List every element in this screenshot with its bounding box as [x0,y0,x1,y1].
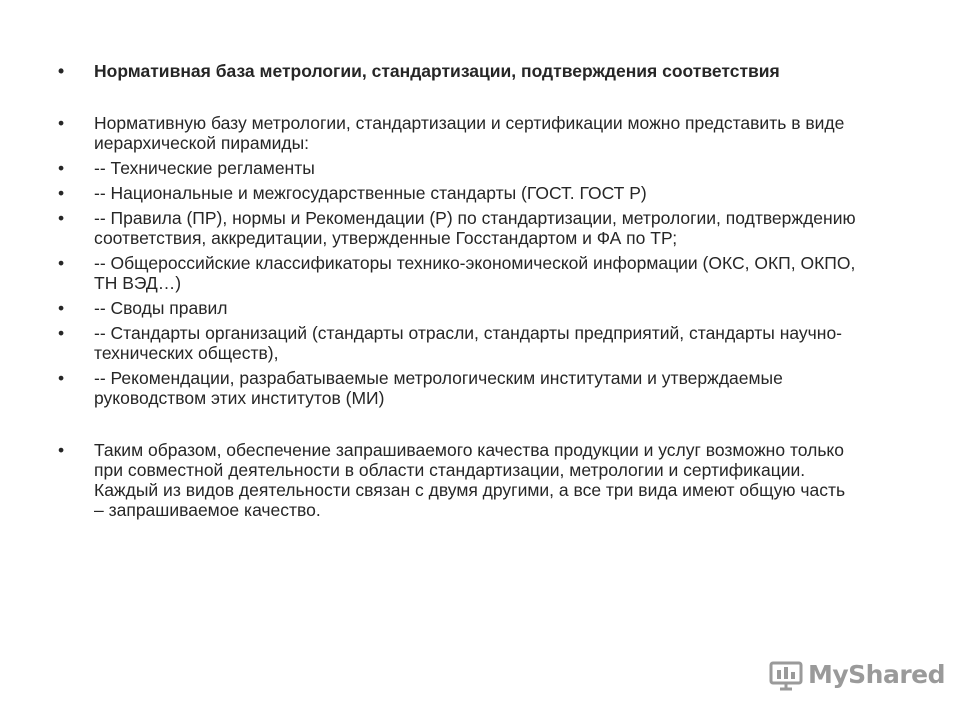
bullet-text: -- Стандарты организаций (стандарты отрасли, стандарты предприятий, стандарты научно-технических обществ), [94,323,843,363]
bullet-item [58,298,858,318]
bullet-text: -- Общероссийские классификаторы технико-экономической информации (ОКС, ОКП, ОКПО, ТН ВЭД…) [94,253,856,293]
presentation-board-icon [768,656,804,692]
bullet-icon: • [58,61,65,81]
myshared-watermark [768,654,945,694]
bullet-item [58,208,858,248]
bullet-text: -- Правила (ПР), нормы и Рекомендации (Р) по стандартизации, метрологии, подтверждению соответствия, аккредитации, утвержденные Госстандартом и ФА по ТР; [94,208,856,248]
bullet-item [58,158,858,178]
bullet-item [58,113,858,153]
bullet-text: -- Национальные и межгосударственные стандарты (ГОСТ. ГОСТ Р) [94,183,647,203]
bullet-item [58,440,858,520]
bullet-icon: • [58,113,65,133]
bullet-icon: • [58,253,65,273]
bullet-text: Таким образом, обеспечение запрашиваемого качества продукции и услуг возможно только при совместной деятельности в области стандартизации, метрологии и сертификации. Каждый из видов деятельности связан с двумя другими, а все три вида имеют общую часть – запрашиваемое качество. [94,440,846,520]
bullet-item [58,253,858,293]
bullet-text: -- Своды правил [94,298,228,318]
bullet-icon: • [58,208,65,228]
bullet-icon: • [58,183,65,203]
bullet-text: Нормативная база метрологии, стандартизации, подтверждения соответствия [94,61,780,81]
bullet-item [58,183,858,203]
bullet-item [58,323,858,363]
watermark-logo-text: MyShared [808,659,946,689]
bullet-icon: • [58,158,65,178]
bullet-icon: • [58,440,65,460]
bullet-item-heading [58,61,858,81]
bullet-icon: • [58,323,65,343]
bullet-icon: • [58,368,65,388]
bullet-text: -- Рекомендации, разрабатываемые метрологическим институтами и утверждаемые руководством этих институтов (МИ) [94,368,783,408]
bullet-list [58,61,858,520]
bullet-text: Нормативную базу метрологии, стандартизации и сертификации можно представить в виде иерархической пирамиды: [94,113,845,153]
bullet-icon: • [58,298,65,318]
bullet-text: -- Технические регламенты [94,158,315,178]
bullet-item [58,368,858,408]
